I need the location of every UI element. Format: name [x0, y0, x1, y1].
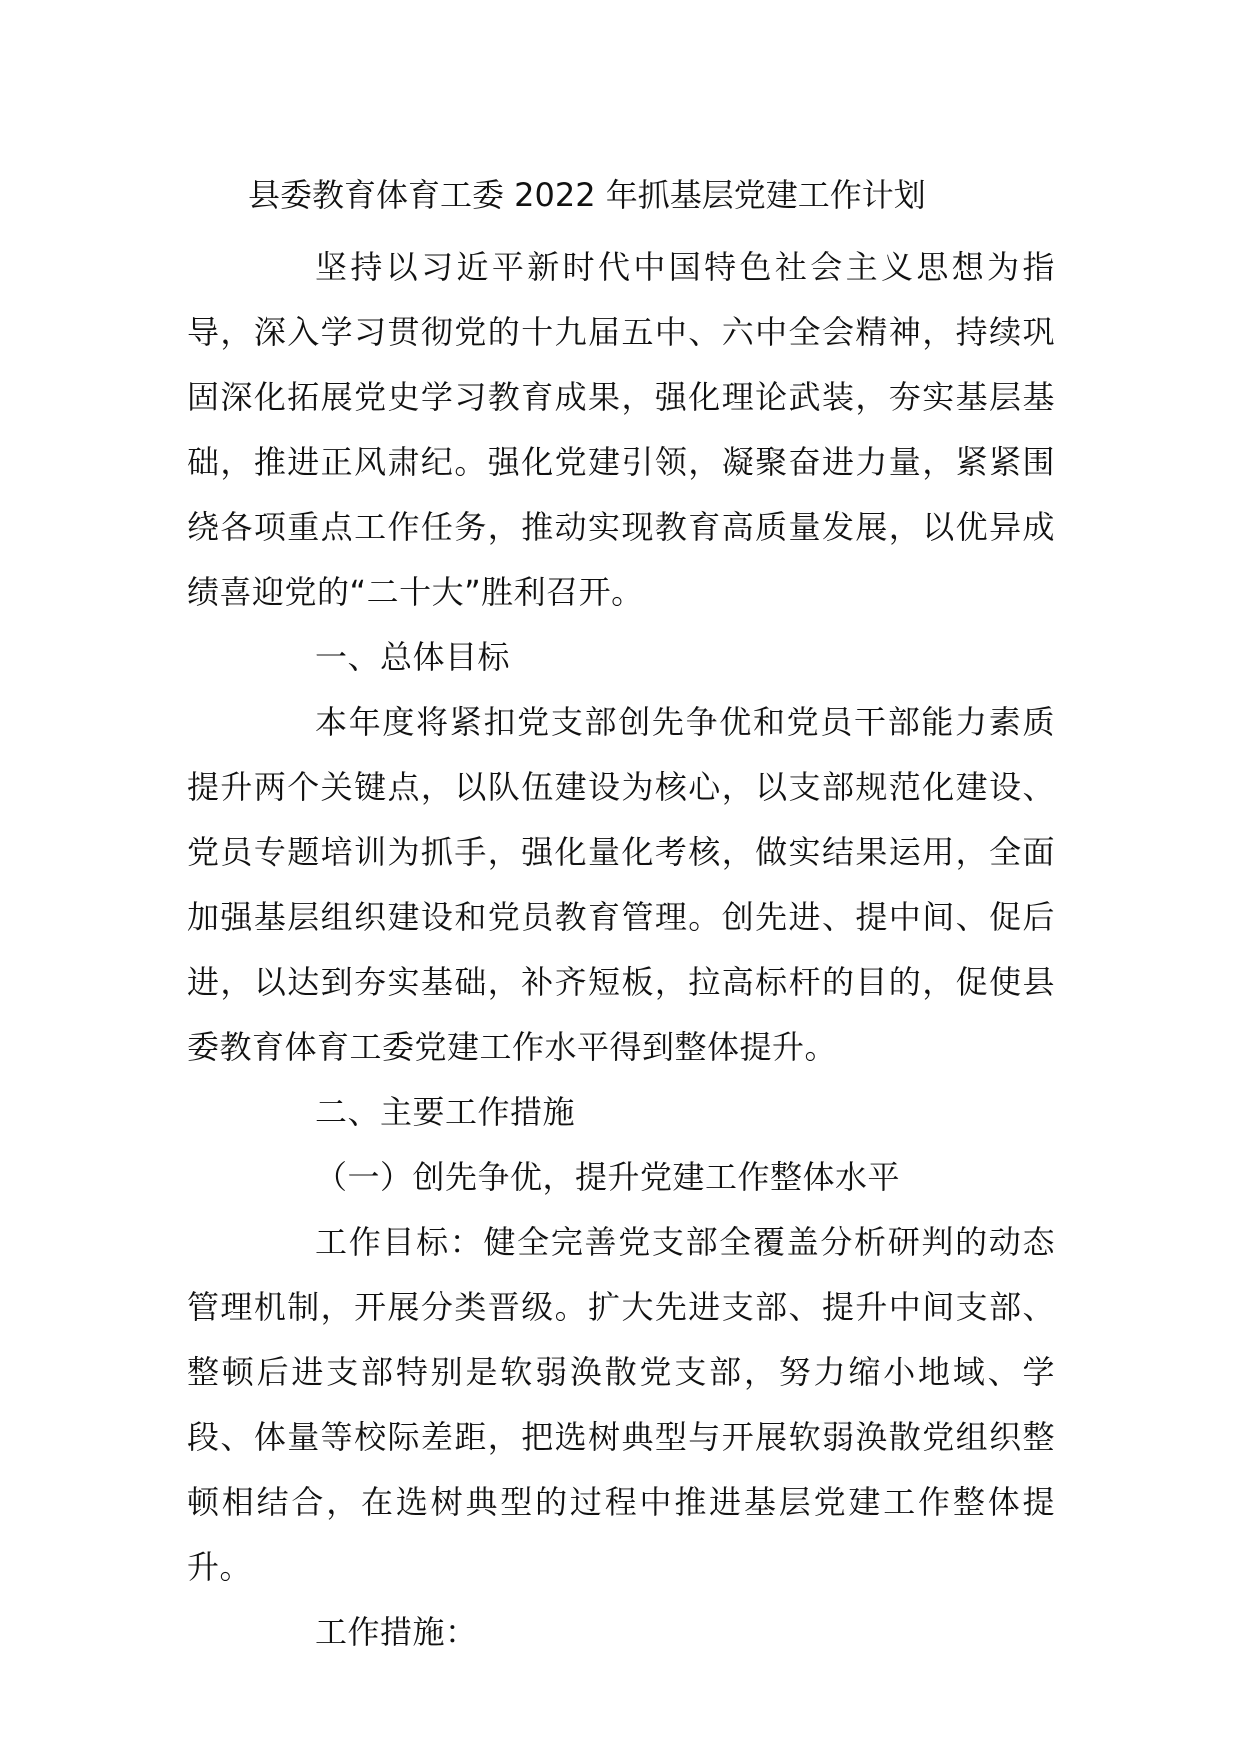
section-heading-main-measures: 二、主要工作措施 [315, 1093, 576, 1131]
section-heading-overall-goal: 一、总体目标 [315, 638, 511, 676]
document-title: 县委教育体育工委 2022 年抓基层党建工作计划 [248, 176, 926, 214]
document-body [187, 235, 1055, 1665]
intro-paragraph: 坚持以习近平新时代中国特色社会主义思想为指导，深入学习贯彻党的十九届五中、六中全会精神，持续巩固深化拓展党史学习教育成果，强化理论武装，夯实基层基础，推进正风肃纪。强化党建引领，凝聚奋进力量，紧紧围绕各项重点工作任务，推动实现教育高质量发展，以优异成绩喜迎党的“二十大”胜利召开。 [187, 248, 1055, 611]
subsection-heading-excellence: （一）创先争优，提升党建工作整体水平 [315, 1158, 901, 1196]
work-measures-label: 工作措施： [315, 1613, 478, 1651]
overall-goal-paragraph: 本年度将紧扣党支部创先争优和党员干部能力素质提升两个关键点，以队伍建设为核心，以支部规范化建设、党员专题培训为抓手，强化量化考核，做实结果运用，全面加强基层组织建设和党员教育管理。创先进、提中间、促后进，以达到夯实基础，补齐短板，拉高标杆的目的，促使县委教育体育工委党建工作水平得到整体提升。 [187, 703, 1055, 1066]
work-goal-paragraph: 工作目标：健全完善党支部全覆盖分析研判的动态管理机制，开展分类晋级。扩大先进支部、提升中间支部、整顿后进支部特别是软弱涣散党支部，努力缩小地域、学段、体量等校际差距，把选树典型与开展软弱涣散党组织整顿相结合，在选树典型的过程中推进基层党建工作整体提升。 [187, 1223, 1055, 1586]
